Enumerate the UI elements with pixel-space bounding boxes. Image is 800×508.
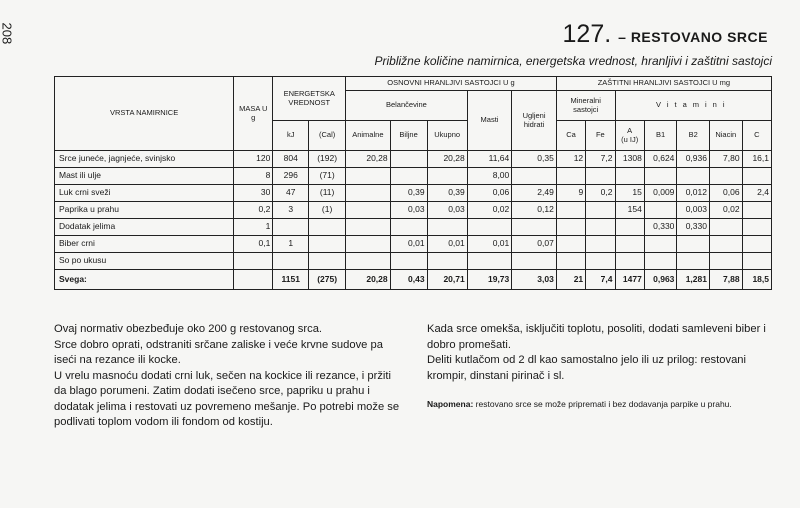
cell-c: 16,1: [742, 151, 771, 168]
cell-kj: [273, 219, 309, 236]
cell-c: [742, 168, 771, 185]
cell-anim: [346, 253, 391, 270]
cell-niacin: 0,06: [709, 185, 742, 202]
header-vrsta: VRSTA NAMIRNICE: [55, 77, 234, 151]
cell-masa: 30: [234, 185, 273, 202]
cell-fe: [586, 253, 615, 270]
header-fe: Fe: [586, 121, 615, 151]
cell-masti: [467, 219, 512, 236]
cell-uk: 0,01: [427, 236, 467, 253]
right-column: [427, 322, 779, 410]
header-a: [615, 121, 644, 151]
food-name: Srce juneće, jagnjeće, svinjsko: [55, 151, 234, 168]
table-caption: Približne količine namirnica, energetska vrednost, hranljivi i zaštitni sastojci: [374, 54, 772, 68]
cell-anim: [346, 236, 391, 253]
cell-bilj: [390, 219, 427, 236]
cell-kj: 1151: [273, 270, 309, 290]
cell-masa: 1: [234, 219, 273, 236]
cell-masa: 0,2: [234, 202, 273, 219]
cell-c: [742, 236, 771, 253]
note-label: Napomena:: [427, 399, 474, 409]
cell-ca: [556, 236, 585, 253]
cell-b1: 0,963: [644, 270, 677, 290]
cell-bilj: [390, 253, 427, 270]
cell-a: 154: [615, 202, 644, 219]
cell-masa: 8: [234, 168, 273, 185]
recipe-name: – RESTOVANO SRCE: [618, 29, 768, 45]
cell-b1: 0,009: [644, 185, 677, 202]
cell-masa: 120: [234, 151, 273, 168]
header-a-label: A: [627, 125, 633, 135]
header-animalne: Animalne: [346, 121, 391, 151]
cell-cal: [309, 219, 346, 236]
table-row: [55, 168, 772, 185]
cell-ca: [556, 253, 585, 270]
cell-ugh: [512, 253, 557, 270]
header-mineralni: Mineralni sastojci: [556, 91, 615, 121]
cell-ugh: 3,03: [512, 270, 557, 290]
cell-masa: [234, 253, 273, 270]
cell-masa: [234, 270, 273, 290]
cell-uk: 0,03: [427, 202, 467, 219]
note: [427, 398, 779, 410]
recipe-title: [563, 20, 768, 49]
cell-cal: (1): [309, 202, 346, 219]
cell-cal: [309, 253, 346, 270]
cell-b2: 1,281: [677, 270, 710, 290]
header-c: C: [742, 121, 771, 151]
cell-fe: [586, 168, 615, 185]
cell-b2: 0,012: [677, 185, 710, 202]
cell-cal: (71): [309, 168, 346, 185]
paragraph: U vrelu masnoću dodati crni luk, sečen na kockice ili rezance, i pržiti da blago porumeni. Zatim dodati isečeno srce, papriku u prahu i dodatak jelima i restovati uz povremeno mešanje. Po potrebi može se podlivati toplom vodom ili fondom od kostiju.: [54, 369, 400, 428]
cell-masti: 11,64: [467, 151, 512, 168]
cell-anim: [346, 219, 391, 236]
cell-b2: 0,330: [677, 219, 710, 236]
cell-a: [615, 236, 644, 253]
cell-masti: [467, 253, 512, 270]
cell-b1: [644, 168, 677, 185]
cell-niacin: [709, 168, 742, 185]
cell-bilj: 0,39: [390, 185, 427, 202]
table-row: [55, 236, 772, 253]
header-ugljeni: Ugljeni hidrati: [512, 91, 557, 151]
table-row: [55, 185, 772, 202]
left-column: [54, 322, 402, 431]
cell-masti: 19,73: [467, 270, 512, 290]
cell-kj: 47: [273, 185, 309, 202]
cell-a: 1308: [615, 151, 644, 168]
cell-b1: 0,624: [644, 151, 677, 168]
cell-masa: 0,1: [234, 236, 273, 253]
header-row-1: [55, 77, 772, 91]
table-row: [55, 151, 772, 168]
total-row: [55, 270, 772, 290]
cell-cal: (11): [309, 185, 346, 202]
header-energetska: ENERGETSKA VREDNOST: [273, 77, 346, 121]
food-name: Luk crni sveži: [55, 185, 234, 202]
note-text: restovano srce se može pripremati i bez dodavanja parpike u prahu.: [475, 399, 732, 409]
cell-fe: [586, 219, 615, 236]
cell-a: [615, 168, 644, 185]
cell-c: [742, 202, 771, 219]
header-cal: (Cal): [309, 121, 346, 151]
cell-masti: 0,02: [467, 202, 512, 219]
cell-bilj: [390, 168, 427, 185]
cell-cal: (192): [309, 151, 346, 168]
table-row: [55, 202, 772, 219]
recipe-number: 127.: [562, 20, 612, 48]
cell-b1: [644, 202, 677, 219]
cell-uk: 0,39: [427, 185, 467, 202]
food-name: Svega:: [55, 270, 234, 290]
cell-b2: [677, 236, 710, 253]
cell-uk: 20,28: [427, 151, 467, 168]
cell-uk: [427, 168, 467, 185]
cell-niacin: 7,88: [709, 270, 742, 290]
food-name: So po ukusu: [55, 253, 234, 270]
cell-ugh: [512, 168, 557, 185]
header-a-unit: (u IJ): [621, 134, 639, 144]
cell-masti: 0,01: [467, 236, 512, 253]
cell-ca: [556, 219, 585, 236]
cell-kj: 3: [273, 202, 309, 219]
cell-bilj: [390, 151, 427, 168]
food-name: Dodatak jelima: [55, 219, 234, 236]
cell-cal: [309, 236, 346, 253]
header-ukupno: Ukupno: [427, 121, 467, 151]
cell-niacin: [709, 253, 742, 270]
cell-anim: 20,28: [346, 151, 391, 168]
cell-kj: 296: [273, 168, 309, 185]
cell-niacin: [709, 236, 742, 253]
cell-fe: 7,4: [586, 270, 615, 290]
cell-b1: [644, 253, 677, 270]
header-belancevine: Belančevine: [346, 91, 468, 121]
cell-bilj: 0,43: [390, 270, 427, 290]
cell-ca: [556, 202, 585, 219]
header-masa: MASA U g: [234, 77, 273, 151]
cell-c: [742, 219, 771, 236]
cell-niacin: 7,80: [709, 151, 742, 168]
cell-bilj: 0,01: [390, 236, 427, 253]
cell-b2: [677, 253, 710, 270]
cell-fe: [586, 236, 615, 253]
header-niacin: Niacin: [709, 121, 742, 151]
cell-ugh: 0,12: [512, 202, 557, 219]
header-b1: B1: [644, 121, 677, 151]
food-name: Mast ili ulje: [55, 168, 234, 185]
cell-a: [615, 219, 644, 236]
page-number: 208: [0, 22, 15, 45]
cell-uk: 20,71: [427, 270, 467, 290]
cell-kj: [273, 253, 309, 270]
cell-anim: [346, 185, 391, 202]
cell-ugh: 0,07: [512, 236, 557, 253]
cell-ca: 9: [556, 185, 585, 202]
header-osnovni: OSNOVNI HRANLJIVI SASTOJCI U g: [346, 77, 557, 91]
cell-niacin: [709, 219, 742, 236]
paragraph: Srce dobro oprati, odstraniti srčane zaliske i veće krvne sudove pa iseći na rezance ili kocke.: [54, 338, 383, 366]
nutrition-table: [54, 76, 772, 290]
cell-uk: [427, 219, 467, 236]
food-name: Biber crni: [55, 236, 234, 253]
cell-masti: 8,00: [467, 168, 512, 185]
cell-niacin: 0,02: [709, 202, 742, 219]
header-masti: Masti: [467, 91, 512, 151]
food-name: Paprika u prahu: [55, 202, 234, 219]
header-b2: B2: [677, 121, 710, 151]
cell-ugh: [512, 219, 557, 236]
cell-anim: [346, 202, 391, 219]
cell-b2: 0,003: [677, 202, 710, 219]
cell-anim: [346, 168, 391, 185]
cell-a: [615, 253, 644, 270]
cell-fe: 7,2: [586, 151, 615, 168]
header-ca: Ca: [556, 121, 585, 151]
cell-ca: 12: [556, 151, 585, 168]
cell-uk: [427, 253, 467, 270]
cell-bilj: 0,03: [390, 202, 427, 219]
cell-b2: [677, 168, 710, 185]
cell-a: 1477: [615, 270, 644, 290]
cell-fe: [586, 202, 615, 219]
header-biljne: Biljne: [390, 121, 427, 151]
table-row: [55, 253, 772, 270]
cell-b1: [644, 236, 677, 253]
cell-ugh: 0,35: [512, 151, 557, 168]
cell-kj: 1: [273, 236, 309, 253]
cell-b2: 0,936: [677, 151, 710, 168]
paragraph: Kada srce omekša, isključiti toplotu, posoliti, dodati samleveni biber i dobro promešati.: [427, 323, 766, 351]
table-body: [55, 151, 772, 290]
cell-kj: 804: [273, 151, 309, 168]
header-kj: kJ: [273, 121, 309, 151]
header-zastitni: ZAŠTITNI HRANLJIVI SASTOJCI U mg: [556, 77, 771, 91]
paragraph: Deliti kutlačom od 2 dl kao samostalno jelo ili uz prilog: restovani krompir, dinstani pirinač i sl.: [427, 354, 746, 382]
cell-c: 18,5: [742, 270, 771, 290]
cell-ca: 21: [556, 270, 585, 290]
cell-c: [742, 253, 771, 270]
cell-masti: 0,06: [467, 185, 512, 202]
cell-a: 15: [615, 185, 644, 202]
cell-cal: (275): [309, 270, 346, 290]
table-row: [55, 219, 772, 236]
paragraph: Ovaj normativ obezbeđuje oko 200 g restovanog srca.: [54, 323, 323, 335]
cell-anim: 20,28: [346, 270, 391, 290]
cell-c: 2,4: [742, 185, 771, 202]
cell-ca: [556, 168, 585, 185]
cell-fe: 0,2: [586, 185, 615, 202]
cell-b1: 0,330: [644, 219, 677, 236]
cell-ugh: 2,49: [512, 185, 557, 202]
header-vitamini: Vitamini: [615, 91, 772, 121]
